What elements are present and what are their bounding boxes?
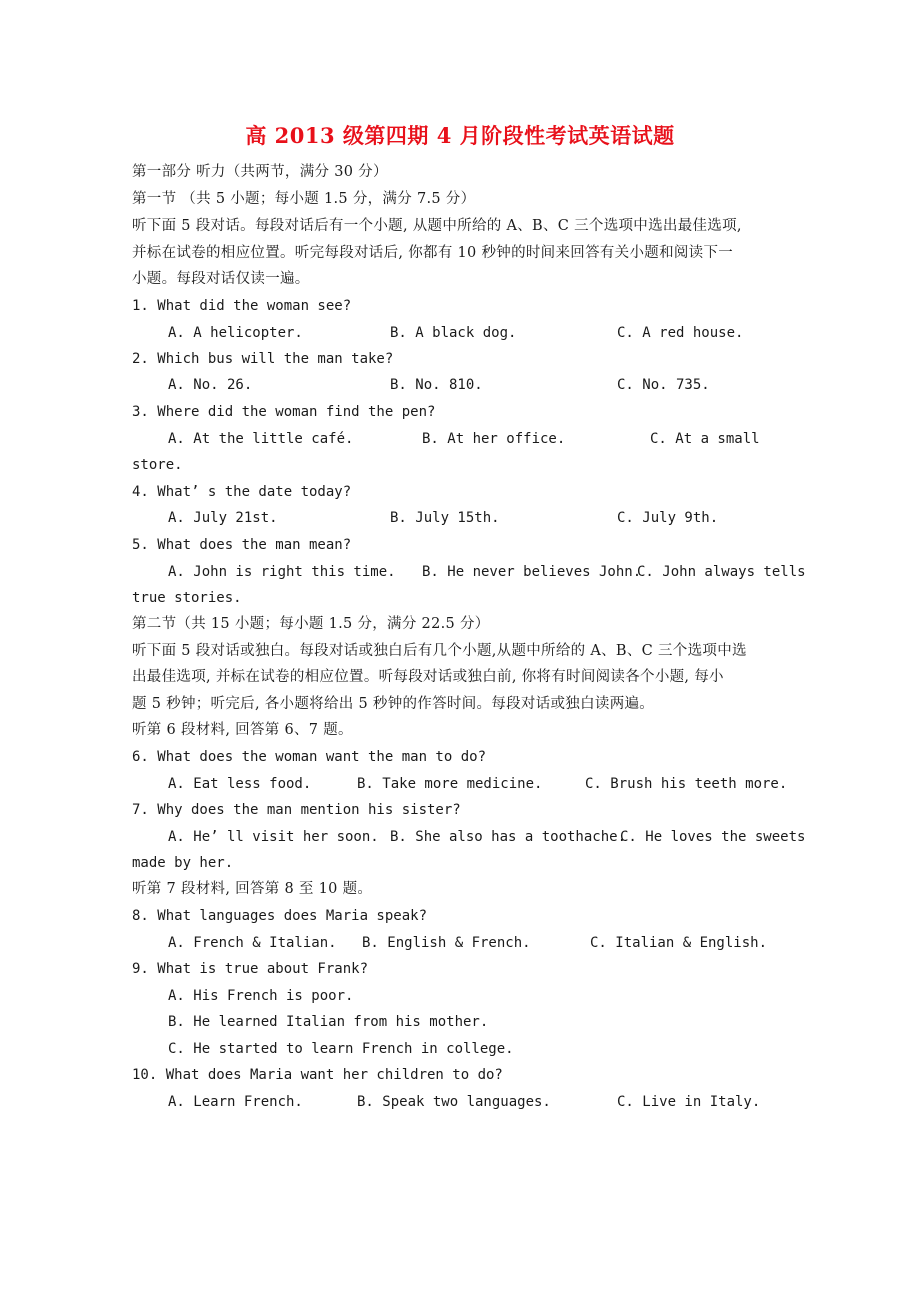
section1-instruction-line: 听下面 5 段对话。每段对话后有一个小题, 从题中所给的 A、B、C 三个选项中选出最佳选项, (132, 218, 742, 234)
question-8-stem: 8. What languages does Maria speak? (132, 908, 428, 924)
question-2-option-b: B. No. 810. (390, 377, 483, 393)
question-3-option-c: C. At a small (650, 431, 760, 447)
question-7-option-c-continued: made by her. (132, 855, 234, 871)
question-9-option-c: C. He started to learn French in college. (168, 1041, 514, 1057)
question-6-option-b: B. Take more medicine. (357, 776, 543, 792)
question-6-option-a: A. Eat less food. (168, 776, 312, 792)
question-8-option-b: B. English & French. (362, 935, 531, 951)
question-2-option-a: A. No. 26. (168, 377, 253, 393)
question-5-option-a: A. John is right this time. (168, 564, 396, 580)
question-10-option-c: C. Live in Italy. (617, 1094, 761, 1110)
question-8-option-a: A. French & Italian. (168, 935, 337, 951)
question-6-option-c: C. Brush his teeth more. (585, 776, 788, 792)
section1-instruction-line: 小题。每段对话仅读一遍。 (132, 271, 310, 287)
question-7-option-a: A. He’ ll visit her soon. (168, 829, 379, 845)
question-5-option-c-continued: true stories. (132, 590, 242, 606)
question-10-option-a: A. Learn French. (168, 1094, 303, 1110)
question-5-option-c: C. John always tells (637, 564, 806, 580)
question-6-stem: 6. What does the woman want the man to do? (132, 749, 487, 765)
question-8-option-c: C. Italian & English. (590, 935, 768, 951)
question-7-stem: 7. Why does the man mention his sister? (132, 802, 461, 818)
section2-instruction-line: 题 5 秒钟；听完后, 各小题将给出 5 秒钟的作答时间。每段对话或独白读两遍。 (132, 696, 655, 712)
question-9-option-b: B. He learned Italian from his mother. (168, 1014, 489, 1030)
material-6-note: 听第 6 段材料, 回答第 6、7 题。 (132, 722, 353, 738)
question-4-option-c: C. July 9th. (617, 510, 719, 526)
question-10-option-b: B. Speak two languages. (357, 1094, 551, 1110)
question-3-stem: 3. Where did the woman find the pen? (132, 404, 436, 420)
question-3-option-b: B. At her office. (422, 431, 566, 447)
section2-header: 第二节（共 15 小题；每小题 1.5 分，满分 22.5 分） (132, 616, 490, 632)
question-5-option-b: B. He never believes John. (422, 564, 642, 580)
question-4-option-b: B. July 15th. (390, 510, 500, 526)
section2-instruction-line: 出最佳选项, 并标在试卷的相应位置。听每段对话或独白前, 你将有时间阅读各个小题, 每小 (132, 669, 724, 685)
question-4-stem: 4. What’ s the date today? (132, 484, 352, 500)
question-1-option-b: B. A black dog. (390, 325, 517, 341)
section1-instruction-line: 并标在试卷的相应位置。听完每段对话后, 你都有 10 秒钟的时间来回答有关小题和阅读下一 (132, 245, 734, 261)
part1-header: 第一部分 听力（共两节，满分 30 分） (132, 164, 388, 180)
section2-instruction-line: 听下面 5 段对话或独白。每段对话或独白后有几个小题,从题中所给的 A、B、C 三个选项中选 (132, 643, 747, 659)
question-1-option-a: A. A helicopter. (168, 325, 303, 341)
question-9-option-a: A. His French is poor. (168, 988, 354, 1004)
question-5-stem: 5. What does the man mean? (132, 537, 352, 553)
section1-header: 第一节 （共 5 小题；每小题 1.5 分，满分 7.5 分） (132, 191, 476, 207)
question-3-option-c-continued: store. (132, 457, 183, 473)
question-7-option-b: B. She also has a toothache. (390, 829, 627, 845)
page-title: 高 2013 级第四期 4 月阶段性考试英语试题 (245, 123, 675, 148)
material-7-note: 听第 7 段材料, 回答第 8 至 10 题。 (132, 881, 373, 897)
question-3-option-a: A. At the little café. (168, 431, 354, 447)
question-9-stem: 9. What is true about Frank? (132, 961, 369, 977)
question-2-option-c: C. No. 735. (617, 377, 710, 393)
question-7-option-c: C. He loves the sweets (620, 829, 806, 845)
question-10-stem: 10. What does Maria want her children to do? (132, 1067, 503, 1083)
question-1-stem: 1. What did the woman see? (132, 298, 352, 314)
question-1-option-c: C. A red house. (617, 325, 744, 341)
question-2-stem: 2. Which bus will the man take? (132, 351, 394, 367)
question-4-option-a: A. July 21st. (168, 510, 278, 526)
